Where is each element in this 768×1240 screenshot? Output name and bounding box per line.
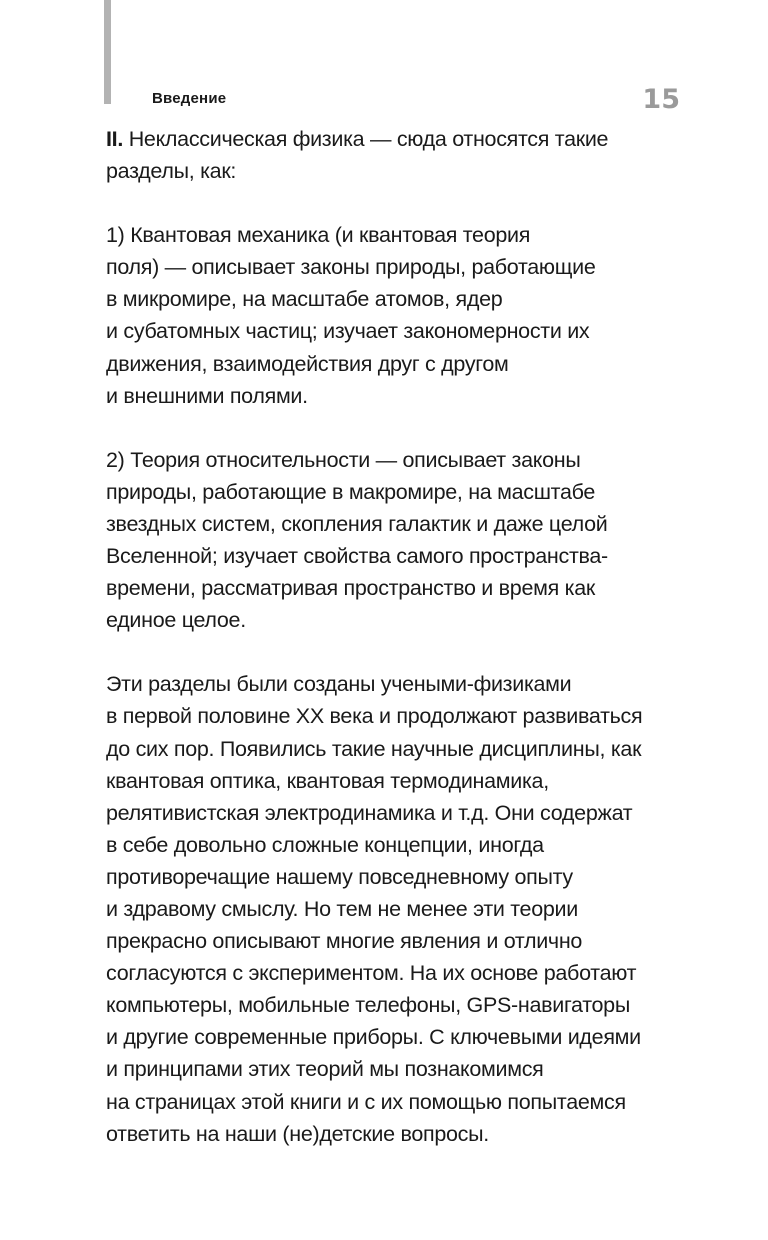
text-line: и субатомных частиц; изучает закономерности их	[106, 319, 590, 344]
text-line: квантовая оптика, квантовая термодинамика,	[106, 768, 549, 793]
text-line: в микромире, на масштабе атомов, ядер	[106, 287, 503, 312]
text-line: движения, взаимодействия друг с другом	[106, 351, 509, 376]
text-line: разделы, как:	[106, 159, 237, 184]
text-line: компьютеры, мобильные телефоны, GPS-навигаторы	[106, 993, 630, 1018]
text-line: природы, работающие в макромире, на масштабе	[106, 479, 596, 504]
text-line: 1) Квантовая механика (и квантовая теория	[106, 223, 531, 248]
text-line: согласуются с экспериментом. На их основе работают	[106, 961, 637, 986]
text-line: ответить на наши (не)детские вопросы.	[106, 1121, 489, 1146]
margin-bar-decoration	[104, 0, 111, 104]
text-line	[106, 123, 666, 155]
paragraph-quantum-mechanics	[106, 219, 666, 412]
text-line: и другие современные приборы. С ключевыми идеями	[106, 1025, 641, 1050]
text-line: 2) Теория относительности — описывает законы	[106, 447, 581, 472]
text-line: звездных систем, скопления галактик и даже целой	[106, 511, 608, 536]
text-line: прекрасно описывают многие явления и отлично	[106, 929, 583, 954]
text-line-content: Неклассическая физика — сюда относятся такие	[123, 127, 609, 151]
paragraph-nonclassical-physics	[106, 123, 666, 187]
text-line: времени, рассматривая пространство и время как	[106, 576, 595, 601]
text-line: Вселенной; изучает свойства самого пространства-	[106, 544, 608, 569]
text-line: и внешними полями.	[106, 383, 308, 408]
text-line: в себе довольно сложные концепции, иногда	[106, 832, 544, 857]
paragraph-relativity	[106, 444, 666, 637]
text-line: на страницах этой книги и с их помощью попытаемся	[106, 1089, 626, 1114]
body-text	[106, 123, 666, 1182]
text-line: до сих пор. Появились такие научные дисциплины, как	[106, 736, 642, 761]
text-line: в первой половине XX века и продолжают развиваться	[106, 704, 643, 729]
text-line: и здравому смыслу. Но тем не менее эти теории	[106, 896, 578, 921]
text-line: единое целое.	[106, 608, 246, 633]
text-line: и принципами этих теорий мы познакомимся	[106, 1057, 544, 1082]
text-line: поля) — описывает законы природы, работающие	[106, 255, 596, 280]
text-line: Эти разделы были созданы учеными-физиками	[106, 672, 572, 697]
paragraph-modern-disciplines	[106, 668, 666, 1149]
text-line: релятивистская электродинамика и т.д. Они содержат	[106, 800, 633, 825]
page-number: 15	[642, 84, 680, 115]
section-marker: II.	[106, 127, 124, 151]
running-head: Введение	[152, 90, 227, 107]
text-line: противоречащие нашему повседневному опыту	[106, 864, 573, 889]
